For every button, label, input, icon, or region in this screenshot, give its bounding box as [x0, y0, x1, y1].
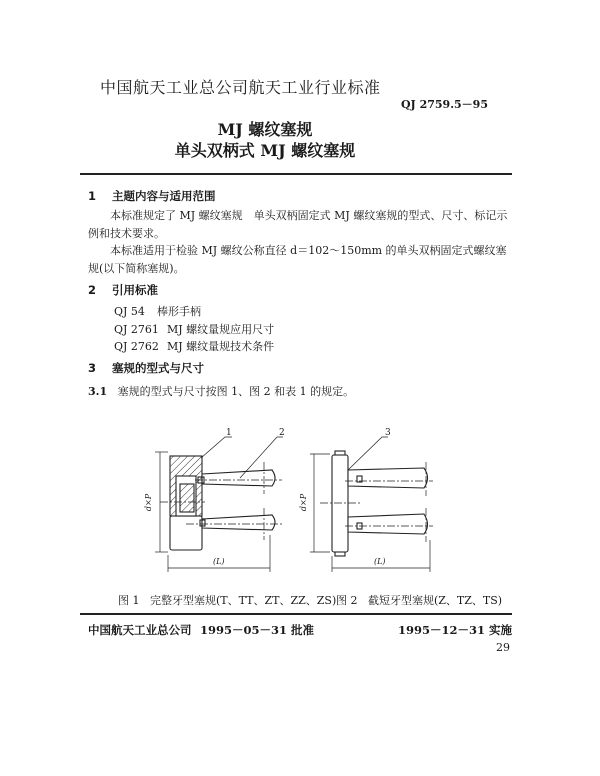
- section-number: 2: [88, 283, 97, 297]
- section-title: 主题内容与适用范围: [112, 189, 216, 203]
- figure-2-drawing: [310, 437, 433, 572]
- callout-2: 2: [279, 428, 285, 438]
- organization-header: 中国航天工业总公司航天工业行业标准: [100, 78, 381, 97]
- footer-divider: [80, 613, 512, 615]
- fig1-dimension-l: (L): [213, 557, 225, 566]
- caption-number: 图 1: [118, 594, 140, 607]
- caption-text: 完整牙型塞规(T、TT、ZT、ZZ、ZS): [150, 594, 337, 607]
- section-title: 引用标准: [112, 283, 159, 297]
- caption-number: 图 2: [336, 594, 358, 607]
- paragraph: 本标准适用于检验 MJ 螺纹公称直径 d＝102～150mm 的单头双柄固定式螺纹塞规(以下简称塞规)。: [88, 244, 507, 275]
- reference-code: QJ 2762: [114, 340, 159, 353]
- reference-title: 棒形手柄: [157, 305, 201, 318]
- figure-1-drawing: [155, 437, 283, 572]
- section-number: 3: [88, 361, 97, 375]
- page-number: 29: [496, 641, 510, 654]
- fig2-dimension-dxp: d×P: [299, 493, 309, 512]
- standard-number: QJ 2759.5－95: [400, 98, 488, 111]
- section-title: 塞规的型式与尺寸: [112, 361, 205, 375]
- subsection-number: 3.1: [88, 385, 108, 398]
- callout-3: 3: [385, 428, 391, 438]
- reference-code: QJ 2761: [114, 323, 159, 336]
- document-subtitle: 单头双柄式 MJ 螺纹塞规: [174, 141, 356, 160]
- document-title: MJ 螺纹塞规: [217, 120, 313, 139]
- implementation-date: 1995－12－31 实施: [397, 623, 512, 637]
- fig2-dimension-l: (L): [374, 557, 386, 566]
- figure-1-caption: [118, 592, 336, 608]
- section-number: 1: [88, 189, 97, 203]
- caption-text: 截短牙型塞规(Z、TZ、TS): [368, 594, 503, 607]
- reference-code: QJ 54: [114, 305, 145, 318]
- subsection-text: 塞规的型式与尺寸按图 1、图 2 和表 1 的规定。: [117, 385, 355, 398]
- approval-date: 1995－05－31 批准: [200, 623, 315, 637]
- fig1-dimension-dxp: d×P: [144, 493, 154, 512]
- callout-1: 1: [226, 428, 232, 438]
- reference-title: MJ 螺纹量规应用尺寸: [167, 323, 275, 336]
- paragraph: 本标准规定了 MJ 螺纹塞规 单头双柄固定式 MJ 螺纹塞规的型式、尺寸、标记示例和技术要求。: [88, 209, 508, 240]
- reference-title: MJ 螺纹量规技术条件: [167, 340, 275, 353]
- figure-2-caption: [336, 592, 502, 608]
- footer-issuer: 中国航天工业总公司: [88, 623, 192, 637]
